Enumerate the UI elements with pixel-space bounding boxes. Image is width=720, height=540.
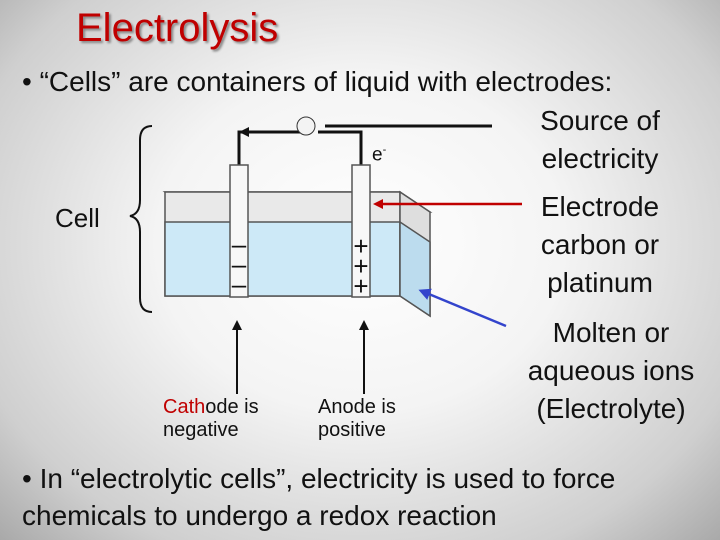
cell-container	[165, 192, 430, 316]
cathode-line2: negative	[163, 419, 239, 441]
anode-line1: Anode is	[318, 396, 396, 418]
electrolyte-arrow	[424, 292, 506, 326]
wire	[239, 132, 310, 165]
bullet-cells: • “Cells” are containers of liquid with electrodes:	[22, 66, 613, 97]
cathode-rest: ode is	[205, 396, 259, 418]
electron-label	[372, 144, 386, 166]
cell-brace	[130, 126, 152, 312]
anode-signs: + + +	[353, 231, 369, 301]
electron-symbol: e	[372, 144, 383, 166]
cathode-label	[163, 396, 259, 442]
wire	[318, 132, 361, 165]
slide-title: Electrolysis	[76, 6, 279, 50]
source-symbol	[297, 117, 315, 135]
cathode-signs: – – –	[231, 229, 247, 299]
anode-line2: positive	[318, 419, 386, 441]
source-label: Source of electricity	[540, 105, 660, 174]
electron-charge: -	[382, 144, 387, 156]
cell-label: Cell	[55, 203, 100, 233]
electrode-label: Electrode carbon or platinum	[540, 191, 660, 298]
bullet-electrolytic-cells: • In “electrolytic cells”, electricity is used to force chemicals to undergo a redox reaction	[22, 463, 616, 531]
cathode-highlight: Cath	[163, 396, 206, 418]
electrolyte-label: Molten or aqueous ions (Electrolyte)	[527, 317, 695, 424]
anode-label	[318, 396, 396, 442]
